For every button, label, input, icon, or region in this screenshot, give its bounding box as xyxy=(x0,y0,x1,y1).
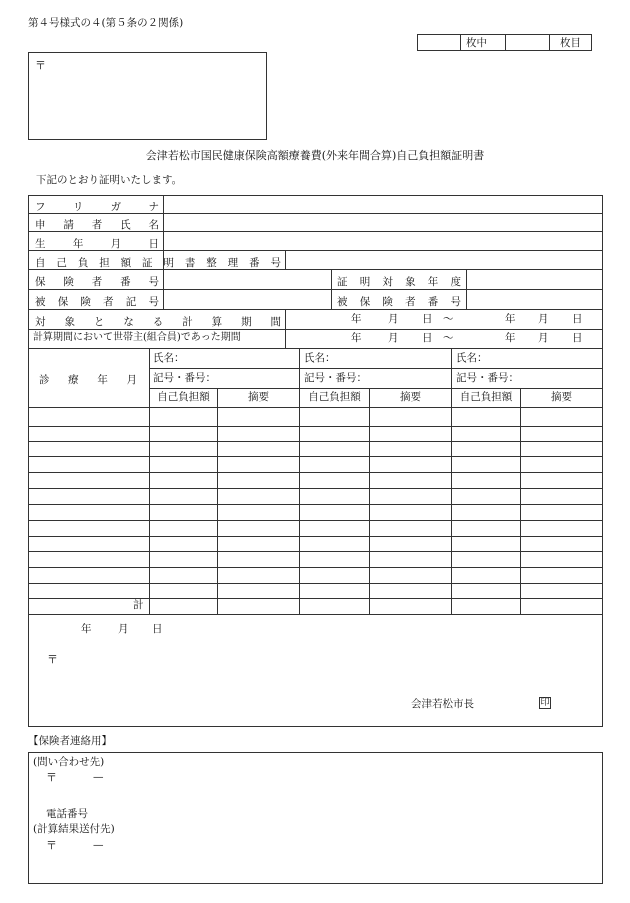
period2-start-day: 日 xyxy=(422,332,433,344)
inquiry-postal-mark: 〒 xyxy=(46,771,57,784)
sheet-count-label: 枚中 xyxy=(466,37,487,49)
cert-target-year-label: 証 明 対 象 年 度 xyxy=(337,276,461,288)
period2-start-year: 年 xyxy=(351,332,362,344)
phone-label: 電話番号 xyxy=(46,808,88,820)
inquiry-postal-dash: — xyxy=(93,771,104,783)
sheet-count-box xyxy=(417,34,592,51)
result-postal-dash: — xyxy=(93,839,104,851)
person2-symbol-label: 記号・番号： xyxy=(304,372,367,384)
address-box xyxy=(28,52,267,140)
birth-date-label: 生 年 月 日 xyxy=(35,238,159,250)
copay-cert-number-label: 自 己 負 担 額 証 明 書 整 理 番 号 xyxy=(35,257,281,269)
person3-summary-header: 摘要 xyxy=(551,391,572,403)
person1-symbol-label: 記号・番号： xyxy=(153,372,216,384)
period1-start-month: 月 xyxy=(388,313,399,325)
person2-summary-header: 摘要 xyxy=(400,391,421,403)
sheet-number-label: 枚目 xyxy=(560,37,581,49)
period1-start-year: 年 xyxy=(351,313,362,325)
postal-mark: 〒 xyxy=(35,59,46,72)
contact-box xyxy=(28,752,603,884)
period1-end-month: 月 xyxy=(538,313,549,325)
result-postal-mark: 〒 xyxy=(46,839,57,852)
insured-number-label: 被 保 険 者 番 号 xyxy=(337,296,461,308)
page-title: 会津若松市国民健康保険高額療養費(外来年間合算)自己負担額証明書 xyxy=(145,149,485,162)
form-number: 第４号様式の４(第５条の２関係) xyxy=(28,17,184,29)
period2-end-year: 年 xyxy=(505,332,516,344)
period1-tilde: 〜 xyxy=(443,313,454,325)
household-period-label: 計算期間において世帯主(組合員)であった期間 xyxy=(33,332,241,343)
mayor-label: 会津若松市長 xyxy=(411,698,474,710)
person3-name-label: 氏名： xyxy=(456,352,488,364)
issuer-postal-mark: 〒 xyxy=(47,653,58,666)
person2-copay-header: 自己負担額 xyxy=(308,391,361,403)
person1-copay-header: 自己負担額 xyxy=(157,391,210,403)
insurer-number-label: 保 険 者 番 号 xyxy=(35,276,159,288)
calc-period-label: 対 象 と な る 計 算 期 間 xyxy=(35,316,281,328)
contact-section-title: 【保険者連絡用】 xyxy=(28,735,112,747)
period1-end-year: 年 xyxy=(505,313,516,325)
furigana-label: フ リ ガ ナ xyxy=(35,201,159,213)
period1-end-day: 日 xyxy=(572,313,583,325)
main-table xyxy=(28,195,603,727)
period2-start-month: 月 xyxy=(388,332,399,344)
person1-name-label: 氏名： xyxy=(153,352,185,364)
period2-tilde: 〜 xyxy=(443,332,454,344)
medical-month-label: 診 療 年 月 xyxy=(39,374,137,386)
issue-year: 年 xyxy=(81,623,92,635)
person3-symbol-label: 記号・番号： xyxy=(456,372,519,384)
result-dest-label: (計算結果送付先) xyxy=(33,823,115,835)
period2-end-month: 月 xyxy=(538,332,549,344)
inquiry-label: (問い合わせ先) xyxy=(33,756,105,768)
insured-symbol-label: 被 保 険 者 記 号 xyxy=(35,296,159,308)
issue-month: 月 xyxy=(118,623,129,635)
period2-end-day: 日 xyxy=(572,332,583,344)
person2-name-label: 氏名： xyxy=(304,352,336,364)
intro-text: 下記のとおり証明いたします。 xyxy=(36,174,183,186)
person3-copay-header: 自己負担額 xyxy=(459,391,513,403)
applicant-name-label: 申 請 者 氏 名 xyxy=(35,219,159,231)
seal-mark: 印 xyxy=(540,698,550,708)
period1-start-day: 日 xyxy=(422,313,433,325)
issue-day: 日 xyxy=(152,623,163,635)
total-label: 計 xyxy=(133,599,144,611)
person1-summary-header: 摘要 xyxy=(248,391,269,403)
